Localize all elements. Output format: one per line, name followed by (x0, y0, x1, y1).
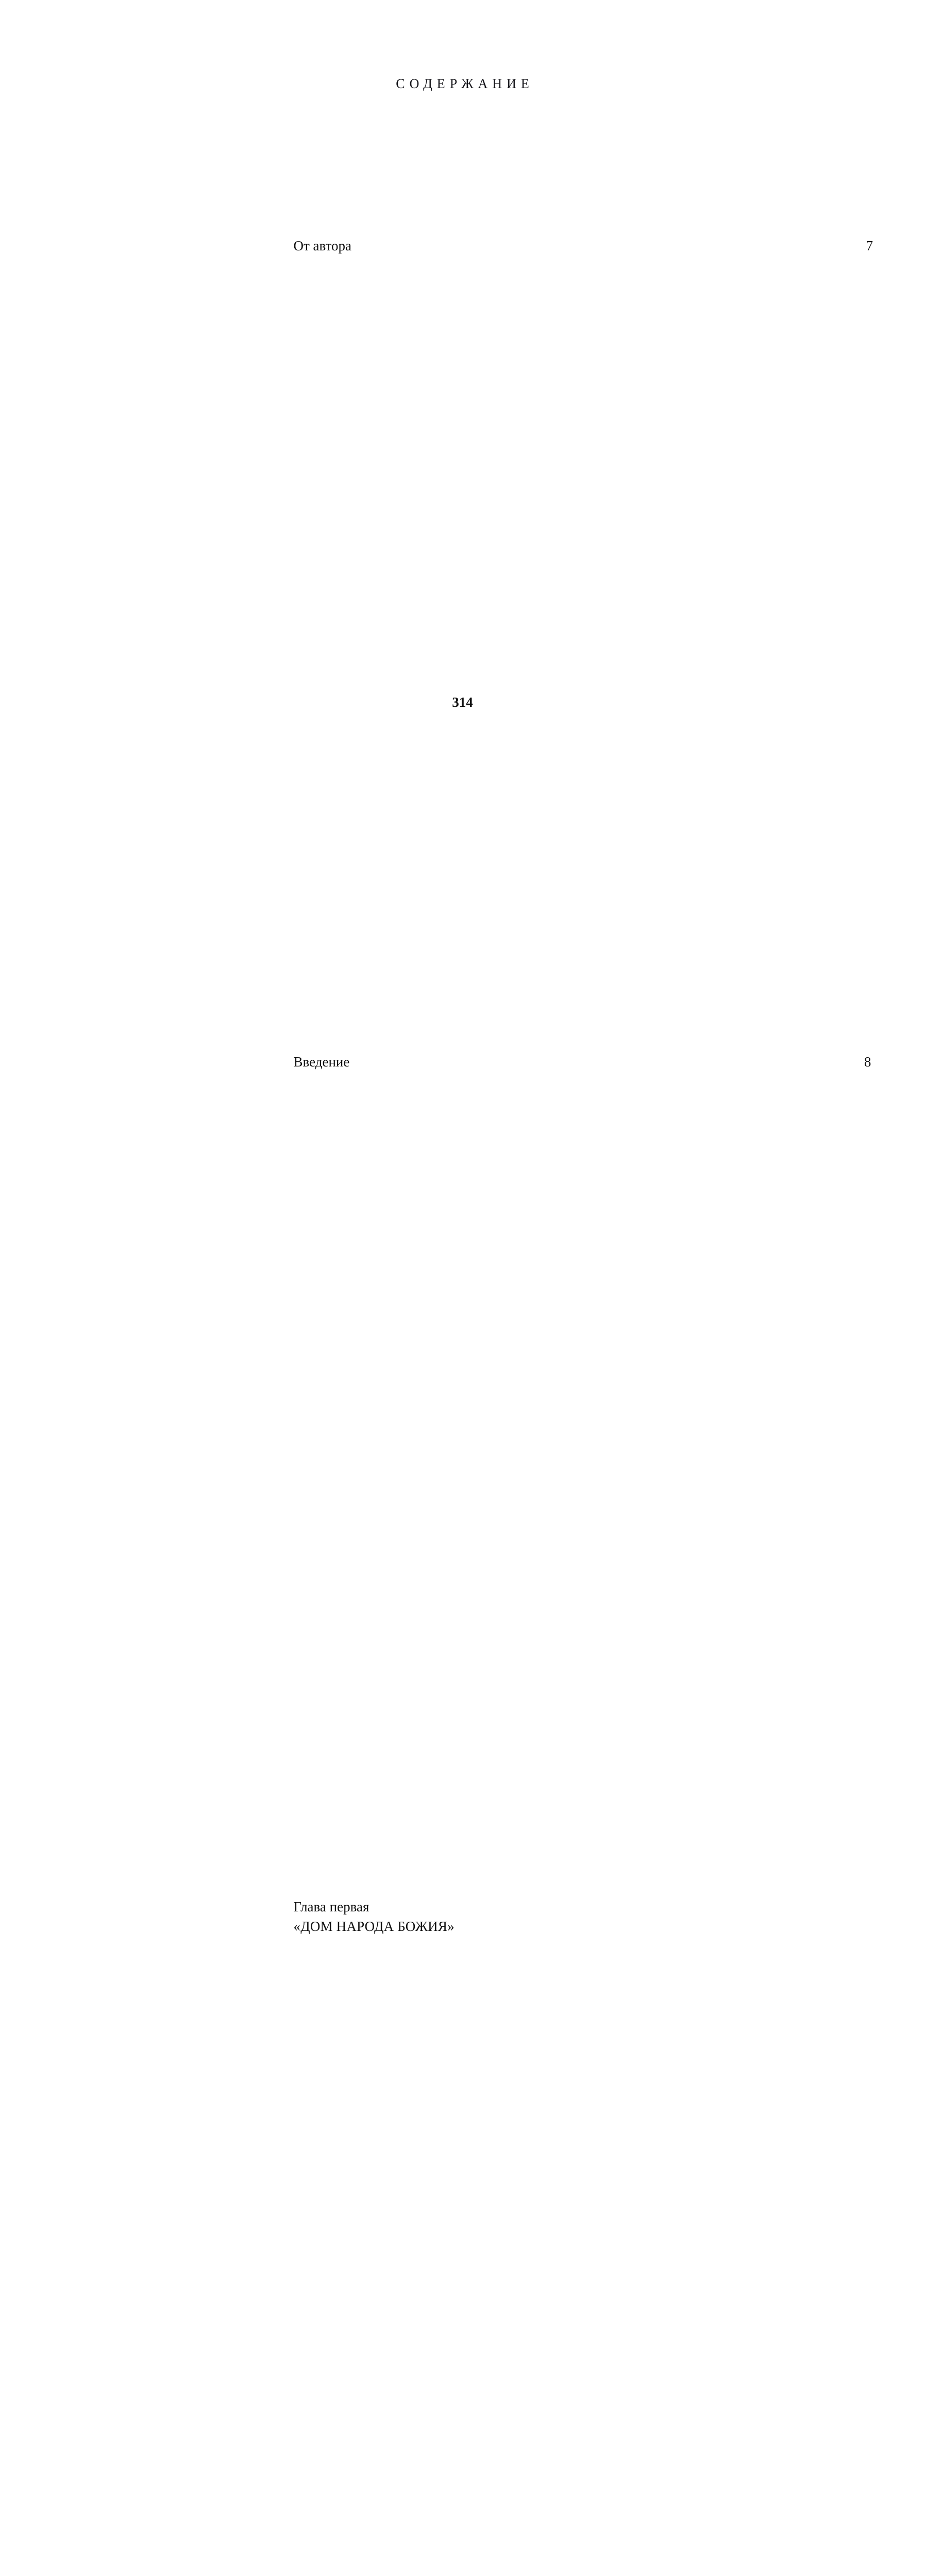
toc-page (205, 0, 873, 1934)
toc-entry[interactable] (293, 236, 873, 1052)
toc-group-front-matter (293, 236, 873, 1868)
chapter-title-label: «ДОМ НАРОДА БОЖИЯ» (293, 1919, 455, 1934)
toc-entry[interactable] (293, 1052, 871, 1868)
toc-group-chapter-1 (294, 1897, 652, 2576)
toc-entry-page: 7 (358, 236, 873, 1052)
toc-entry-label: От автора (293, 238, 352, 253)
toc-entry-page: 8 (356, 1052, 871, 1868)
page-folio: 314 (452, 694, 473, 710)
toc-entry-label: Введение (293, 1054, 350, 1070)
toc-list (293, 236, 873, 2576)
chapter-title-entry[interactable] (294, 1917, 652, 2576)
chapter-title-page (456, 1917, 925, 2576)
page-title: СОДЕРЖАНИЕ (396, 76, 534, 91)
chapter-label: Глава первая (293, 1899, 369, 1914)
